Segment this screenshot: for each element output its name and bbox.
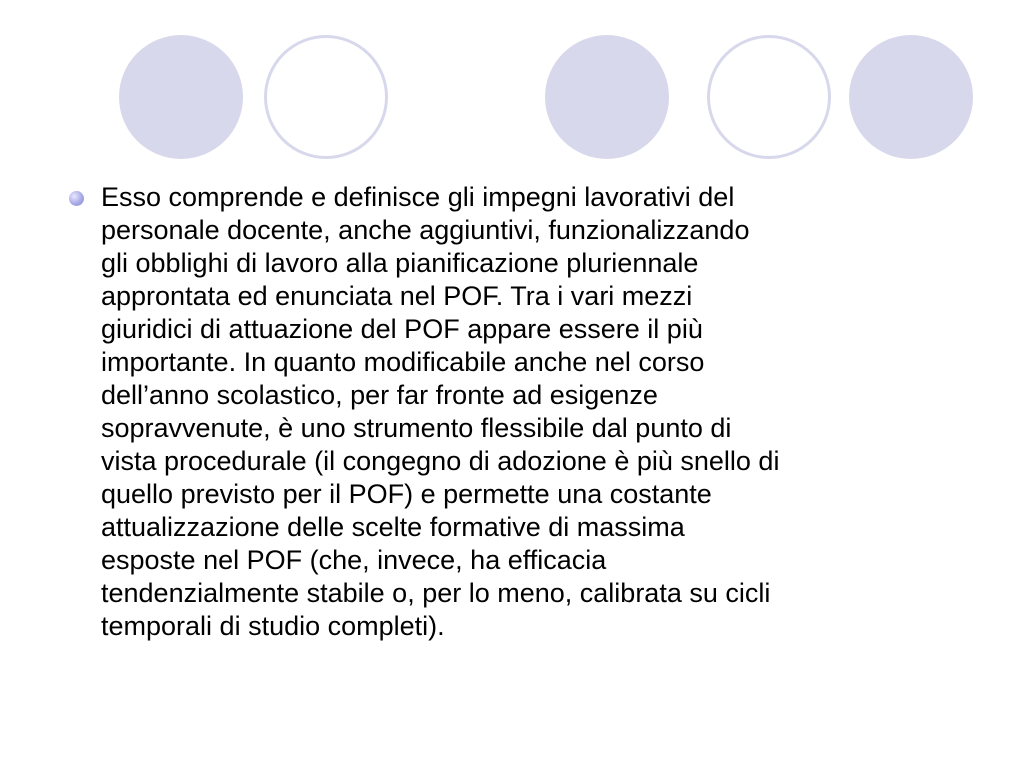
text-line: attualizzazione delle scelte formative di massima <box>101 512 685 542</box>
text-line: personale docente, anche aggiuntivi, funzionalizzando <box>101 215 750 245</box>
decorative-circle-outline <box>707 35 831 159</box>
text-line: vista procedurale (il congegno di adozione è più snello di <box>101 446 780 476</box>
decorative-circle-outline <box>264 35 388 159</box>
text-line: gli obblighi di lavoro alla pianificazione pluriennale <box>101 248 699 278</box>
text-line: tendenzialmente stabile o, per lo meno, calibrata su cicli <box>101 578 771 608</box>
text-line: approntata ed enunciata nel POF. Tra i vari mezzi <box>101 281 693 311</box>
decorative-circle-filled <box>119 35 243 159</box>
text-line: giuridici di attuazione del POF appare essere il più <box>101 314 703 344</box>
text-line: sopravvenute, è uno strumento flessibile dal punto di <box>101 413 732 443</box>
decorative-circle-filled <box>545 35 669 159</box>
text-line: dell’anno scolastico, per far fronte ad esigenze <box>101 380 658 410</box>
text-line: importante. In quanto modificabile anche nel corso <box>101 347 705 377</box>
text-line: temporali di studio completi). <box>101 611 445 641</box>
bullet-item <box>66 181 966 643</box>
bullet-dot-icon <box>69 191 84 206</box>
bullet-text <box>101 181 966 643</box>
slide-content <box>66 181 966 643</box>
text-line: quello previsto per il POF) e permette una costante <box>101 479 712 509</box>
text-line: Esso comprende e definisce gli impegni lavorativi del <box>101 182 735 212</box>
decorative-circle-filled <box>849 35 973 159</box>
text-line: esposte nel POF (che, invece, ha efficacia <box>101 545 607 575</box>
